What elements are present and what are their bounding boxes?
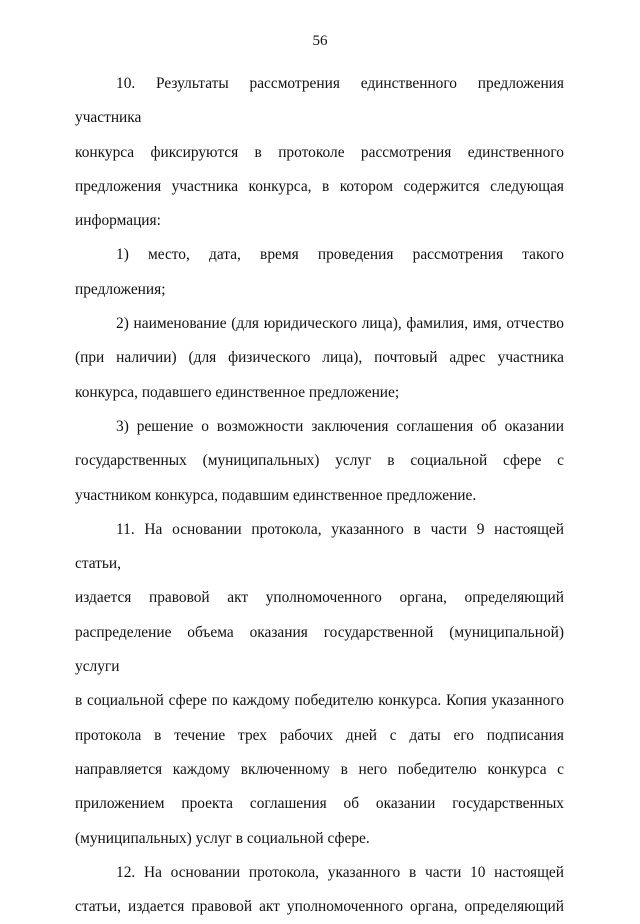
text-line: конкурса, подавшего единственное предложение;	[75, 383, 400, 401]
list-item-2	[75, 307, 564, 410]
text-line: 2) наименование (для юридического лица), фамилия, имя, отчество	[116, 315, 564, 333]
text-line: 12. На основании протокола, указанного в части 10 настоящей	[116, 863, 564, 881]
list-item-1	[75, 238, 564, 307]
text-line: 1) место, дата, время проведения рассмотрения такого предложения;	[75, 246, 564, 298]
text-line: в социальной сфере по каждому победителю конкурса. Копия указанного	[75, 692, 564, 710]
text-line: 3) решение о возможности заключения соглашения об оказании	[116, 417, 564, 435]
text-line: распределение объема оказания государственной (муниципальной) услуги	[75, 623, 564, 676]
text-line: предложения участника конкурса, в котором содержится следующая	[75, 177, 564, 195]
text-line: 11. На основании протокола, указанного в части 9 настоящей статьи,	[75, 520, 564, 573]
text-line: государственных (муниципальных) услуг в социальной сфере с	[75, 452, 564, 470]
text-line: (муниципальных) услуг в социальной сфере.	[75, 829, 370, 847]
list-item-3	[75, 410, 564, 513]
paragraph-11	[75, 513, 564, 856]
paragraph-10	[75, 67, 564, 238]
text-line: конкурса фиксируются в протоколе рассмотрения единственного	[75, 143, 564, 161]
text-line: 10. Результаты рассмотрения единственного предложения участника	[75, 75, 564, 127]
document-body	[75, 67, 564, 924]
text-line: издается правовой акт уполномоченного органа, определяющий	[75, 589, 564, 607]
text-line: статьи, издается правовой акт уполномоченного органа, определяющий	[75, 898, 564, 916]
text-line: информация:	[75, 212, 161, 230]
text-line: приложением проекта соглашения об оказании государственных	[75, 795, 564, 813]
text-line: (при наличии) (для физического лица), почтовый адрес участника	[75, 349, 564, 367]
paragraph-12	[75, 856, 564, 924]
text-line: направляется каждому включенному в него победителю конкурса с	[75, 760, 564, 778]
page-number: 56	[312, 33, 328, 49]
text-line: протокола в течение трех рабочих дней с даты его подписания	[75, 726, 564, 744]
text-line: участником конкурса, подавшим единственное предложение.	[75, 486, 477, 504]
